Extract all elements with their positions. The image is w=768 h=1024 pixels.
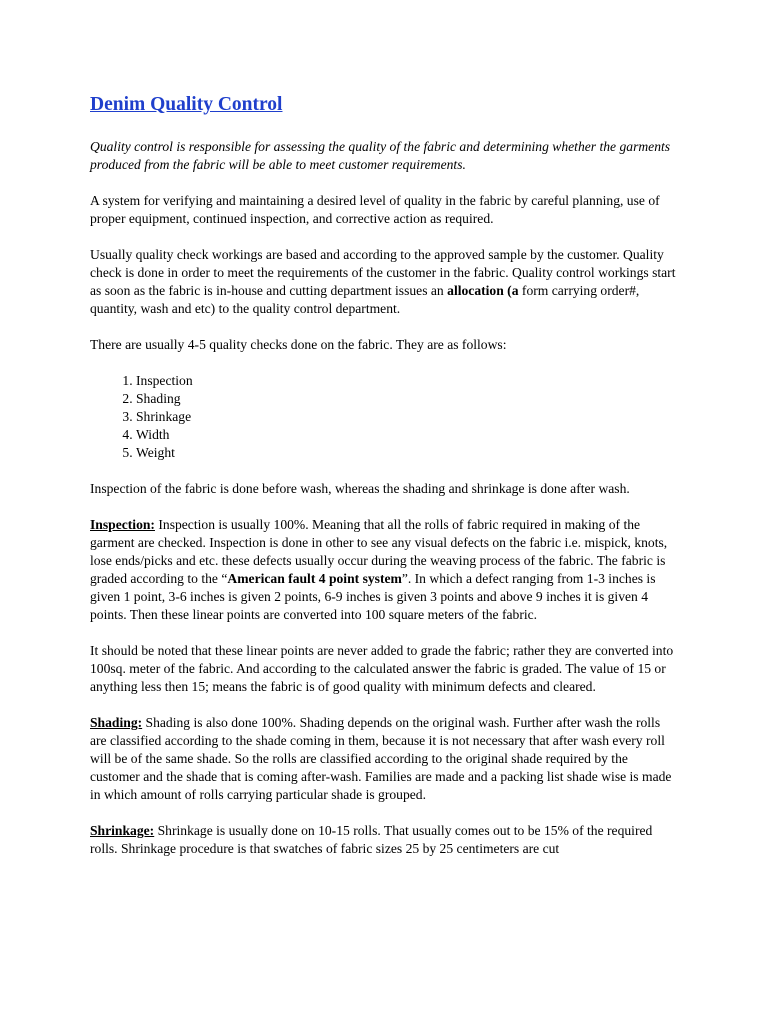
shading-label: Shading: (90, 715, 143, 730)
usually-text-before: Usually quality check workings are based and according to the approved sample by the customer. Quality check is done in order to meet the requirements of the customer in the fabric. Quality control workings start as soon as the fabric is in-house and cutting department issues an (90, 247, 676, 298)
inspection-text-before: Inspection is usually 100%. Meaning that all the rolls of fabric required in making of the garment are checked. Inspection is done in other to see any visual defects on the fabric i.e. mispick, knots, lose ends/picks and etc. these defects usually occur during the weaving process of the fabric. The fabric is graded according to the “ (90, 517, 668, 586)
document-page (90, 92, 680, 876)
four-point-system-bold: American fault 4 point system (227, 571, 402, 586)
noted-paragraph: It should be noted that these linear points are never added to grade the fabric; rather they are converted into 100sq. meter of the fabric. And according to the calculated answer the fabric is graded. The value of 15 or anything less then 15; means the fabric is of good quality with minimum defects and cleared. (90, 643, 674, 694)
usually-text-after: form carrying order#, quantity, wash and etc) to the quality control department. (90, 283, 640, 316)
before-wash-paragraph: Inspection of the fabric is done before wash, whereas the shading and shrinkage is done after wash. (90, 481, 630, 496)
list-item: 3. Shrinkage (136, 408, 680, 426)
checks-paragraph: There are usually 4-5 quality checks done on the fabric. They are as follows: (90, 337, 507, 352)
list-item: 2. Shading (136, 390, 680, 408)
shrinkage-label: Shrinkage: (90, 823, 155, 838)
list-item: 4. Width (136, 426, 680, 444)
list-item: 5. Weight (136, 444, 680, 462)
checks-list (90, 372, 680, 462)
shading-text: Shading is also done 100%. Shading depends on the original wash. Further after wash the rolls are classified according to the shade coming in them, because it is not necessary that after wash every roll will be of the same shade. So the rolls are classified according to the original shade required by the customer and the shade that is coming after-wash. Families are made and a packing list shade wise is made in which amount of rolls carrying particular shade is grouped. (90, 715, 672, 802)
inspection-label: Inspection: (90, 517, 155, 532)
shrinkage-text: Shrinkage is usually done on 10-15 rolls. That usually comes out to be 15% of the required rolls. Shrinkage procedure is that swatches of fabric sizes 25 by 25 centimeters are cut (90, 823, 653, 856)
intro-paragraph: Quality control is responsible for assessing the quality of the fabric and determining whether the garments produced from the fabric will be able to meet customer requirements. (90, 139, 671, 172)
allocation-bold: allocation (a (447, 283, 519, 298)
usually-paragraph (90, 246, 680, 318)
shrinkage-paragraph (90, 822, 680, 858)
system-paragraph: A system for verifying and maintaining a desired level of quality in the fabric by careful planning, use of proper equipment, continued inspection, and corrective action as required. (90, 193, 660, 226)
inspection-paragraph (90, 516, 680, 624)
document-title: Denim Quality Control (90, 94, 283, 115)
shading-paragraph (90, 714, 680, 804)
list-item: 1. Inspection (136, 372, 680, 390)
inspection-text-after: ”. In which a defect ranging from 1-3 inches is given 1 point, 3-6 inches is given 2 points, 6-9 inches is given 3 points and above 9 inches it is given 4 points. Then these linear points are converted into 100 square meters of the fabric. (90, 571, 656, 622)
